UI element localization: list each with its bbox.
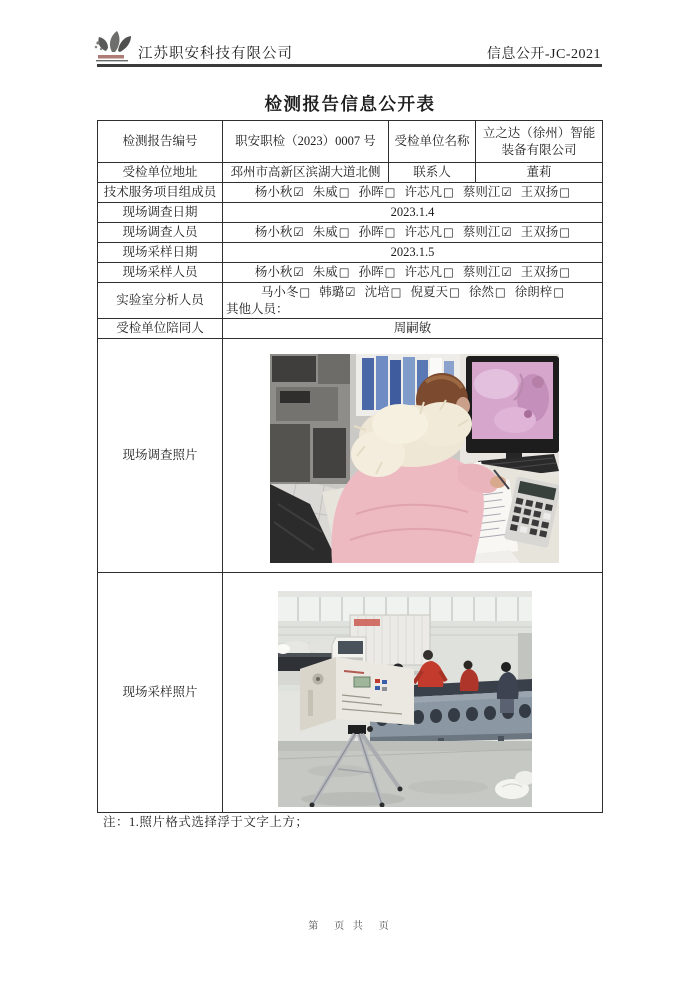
member-name: 沈培: [364, 285, 390, 300]
tech-team-members: [223, 183, 603, 203]
member-name: 王双扬: [520, 265, 559, 280]
member-option: [313, 225, 350, 239]
header-divider: [97, 64, 602, 67]
member-name: 杨小秋: [254, 265, 293, 280]
checkbox-unchecked-icon: □: [390, 285, 402, 300]
member-option: [319, 285, 355, 299]
member-option: [521, 265, 570, 279]
site-survey-photo: [270, 354, 559, 563]
computer-monitor: [466, 356, 559, 461]
member-option: [521, 225, 570, 239]
office-equipment: [270, 354, 350, 484]
member-option: [313, 265, 350, 279]
report-no-label: 检测报告编号: [98, 121, 223, 163]
page-number: 第 页 共 页: [308, 921, 392, 932]
member-option: [255, 265, 304, 279]
table-row-companion: [98, 319, 603, 339]
unit-name-label: 受检单位名称: [389, 121, 476, 163]
member-name: 倪夏天: [410, 285, 448, 300]
member-name: 朱威: [312, 185, 338, 200]
table-row-sampling-photo: [98, 573, 603, 813]
member-name: 王双扬: [520, 225, 559, 240]
survey-date-value: 2023.1.4: [223, 203, 603, 223]
table-row-sampling-staff: [98, 263, 603, 283]
table-row-report: [98, 121, 603, 163]
member-option: [255, 185, 304, 199]
table-row-address: [98, 163, 603, 183]
survey-photo-label: 现场调查照片: [98, 339, 223, 573]
survey-photo-cell: [223, 339, 603, 573]
checkbox-unchecked-icon: □: [494, 285, 506, 300]
member-option: [365, 285, 402, 299]
member-name: 徐朗梓: [514, 285, 553, 300]
table-row-lab-staff: [98, 283, 603, 319]
checkbox-checked-icon: ☑: [293, 265, 304, 280]
survey-staff-label: 现场调查人员: [98, 223, 223, 243]
member-option: [359, 265, 396, 279]
lab-staff-label: 实验室分析人员: [98, 283, 223, 319]
sampling-photo-label: 现场采样照片: [98, 573, 223, 813]
member-option: [255, 225, 304, 239]
unit-name-value: 立之达（徐州）智能装备有限公司: [476, 121, 603, 163]
member-name: 朱威: [312, 225, 338, 240]
contact-label: 联系人: [389, 163, 476, 183]
company-logo-icon: [92, 29, 138, 65]
sampling-photo-cell: [223, 573, 603, 813]
footnote: 注：1.照片格式选择浮于文字上方；: [103, 815, 309, 829]
checkbox-unchecked-icon: □: [448, 285, 460, 300]
member-name: 朱威: [312, 265, 338, 280]
sampling-staff-label: 现场采样人员: [98, 263, 223, 283]
unit-address-value: 邳州市高新区滨湖大道北侧: [223, 163, 389, 183]
checkbox-unchecked-icon: □: [338, 185, 350, 200]
member-name: 许芯凡: [404, 225, 443, 240]
member-option: [261, 285, 310, 299]
page-title: 检测报告信息公开表: [264, 94, 436, 114]
checkbox-unchecked-icon: □: [559, 185, 571, 200]
checkbox-checked-icon: ☑: [501, 185, 512, 200]
checkbox-checked-icon: ☑: [293, 225, 304, 240]
checkbox-unchecked-icon: □: [299, 285, 311, 300]
member-name: 徐然: [468, 285, 494, 300]
table-row-survey-date: [98, 203, 603, 223]
member-option: [405, 265, 454, 279]
member-name: 蔡则江: [462, 265, 501, 280]
checkbox-unchecked-icon: □: [384, 185, 396, 200]
site-sampling-photo: [278, 591, 532, 807]
contact-value: 董莉: [476, 163, 603, 183]
member-option: [463, 265, 512, 279]
unit-address-label: 受检单位地址: [98, 163, 223, 183]
checkbox-unchecked-icon: □: [559, 265, 571, 280]
member-name: 杨小秋: [254, 185, 293, 200]
checkbox-checked-icon: ☑: [345, 285, 356, 300]
lab-staff-members: [226, 284, 599, 300]
checkbox-checked-icon: ☑: [501, 225, 512, 240]
table-row-survey-photo: [98, 339, 603, 573]
member-name: 孙晖: [358, 225, 384, 240]
sampling-date-value: 2023.1.5: [223, 243, 603, 263]
lab-staff-cell: [223, 283, 603, 319]
member-option: [313, 185, 350, 199]
table-row-sampling-date: [98, 243, 603, 263]
member-option: [463, 185, 512, 199]
member-option: [405, 185, 454, 199]
member-name: 蔡则江: [462, 225, 501, 240]
tech-team-label: 技术服务项目组成员: [98, 183, 223, 203]
member-name: 马小冬: [260, 285, 299, 300]
sampling-staff-members: [223, 263, 603, 283]
member-name: 蔡则江: [462, 185, 501, 200]
member-name: 王双扬: [520, 185, 559, 200]
member-name: 杨小秋: [254, 225, 293, 240]
member-name: 孙晖: [358, 265, 384, 280]
member-name: 许芯凡: [404, 185, 443, 200]
checkbox-unchecked-icon: □: [384, 225, 396, 240]
checkbox-checked-icon: ☑: [501, 265, 512, 280]
checkbox-unchecked-icon: □: [553, 285, 565, 300]
member-option: [515, 285, 564, 299]
survey-staff-members: [223, 223, 603, 243]
table-row-tech-team: [98, 183, 603, 203]
member-option: [359, 185, 396, 199]
checkbox-unchecked-icon: □: [443, 225, 454, 240]
member-option: [469, 285, 506, 299]
member-option: [405, 225, 454, 239]
document-code: 信息公开-JC-2021: [486, 47, 601, 62]
checkbox-unchecked-icon: □: [384, 265, 396, 280]
member-name: 许芯凡: [404, 265, 443, 280]
checkbox-checked-icon: ☑: [293, 185, 304, 200]
company-name: 江苏职安科技有限公司: [138, 46, 293, 62]
checkbox-unchecked-icon: □: [559, 225, 571, 240]
report-no-value: 职安职检（2023）0007 号: [223, 121, 389, 163]
checkbox-unchecked-icon: □: [443, 265, 454, 280]
survey-date-label: 现场调查日期: [98, 203, 223, 223]
member-option: [463, 225, 512, 239]
checkbox-unchecked-icon: □: [338, 265, 350, 280]
report-table: [97, 120, 603, 813]
member-option: [521, 185, 570, 199]
other-staff-label: 其他人员：: [226, 301, 289, 316]
companion-value: 周嗣敏: [223, 319, 603, 339]
member-option: [410, 285, 459, 299]
companion-label: 受检单位陪同人: [98, 319, 223, 339]
member-name: 韩璐: [319, 285, 345, 300]
member-option: [359, 225, 396, 239]
member-name: 孙晖: [358, 185, 384, 200]
checkbox-unchecked-icon: □: [338, 225, 350, 240]
table-row-survey-staff: [98, 223, 603, 243]
checkbox-unchecked-icon: □: [443, 185, 454, 200]
sampling-date-label: 现场采样日期: [98, 243, 223, 263]
